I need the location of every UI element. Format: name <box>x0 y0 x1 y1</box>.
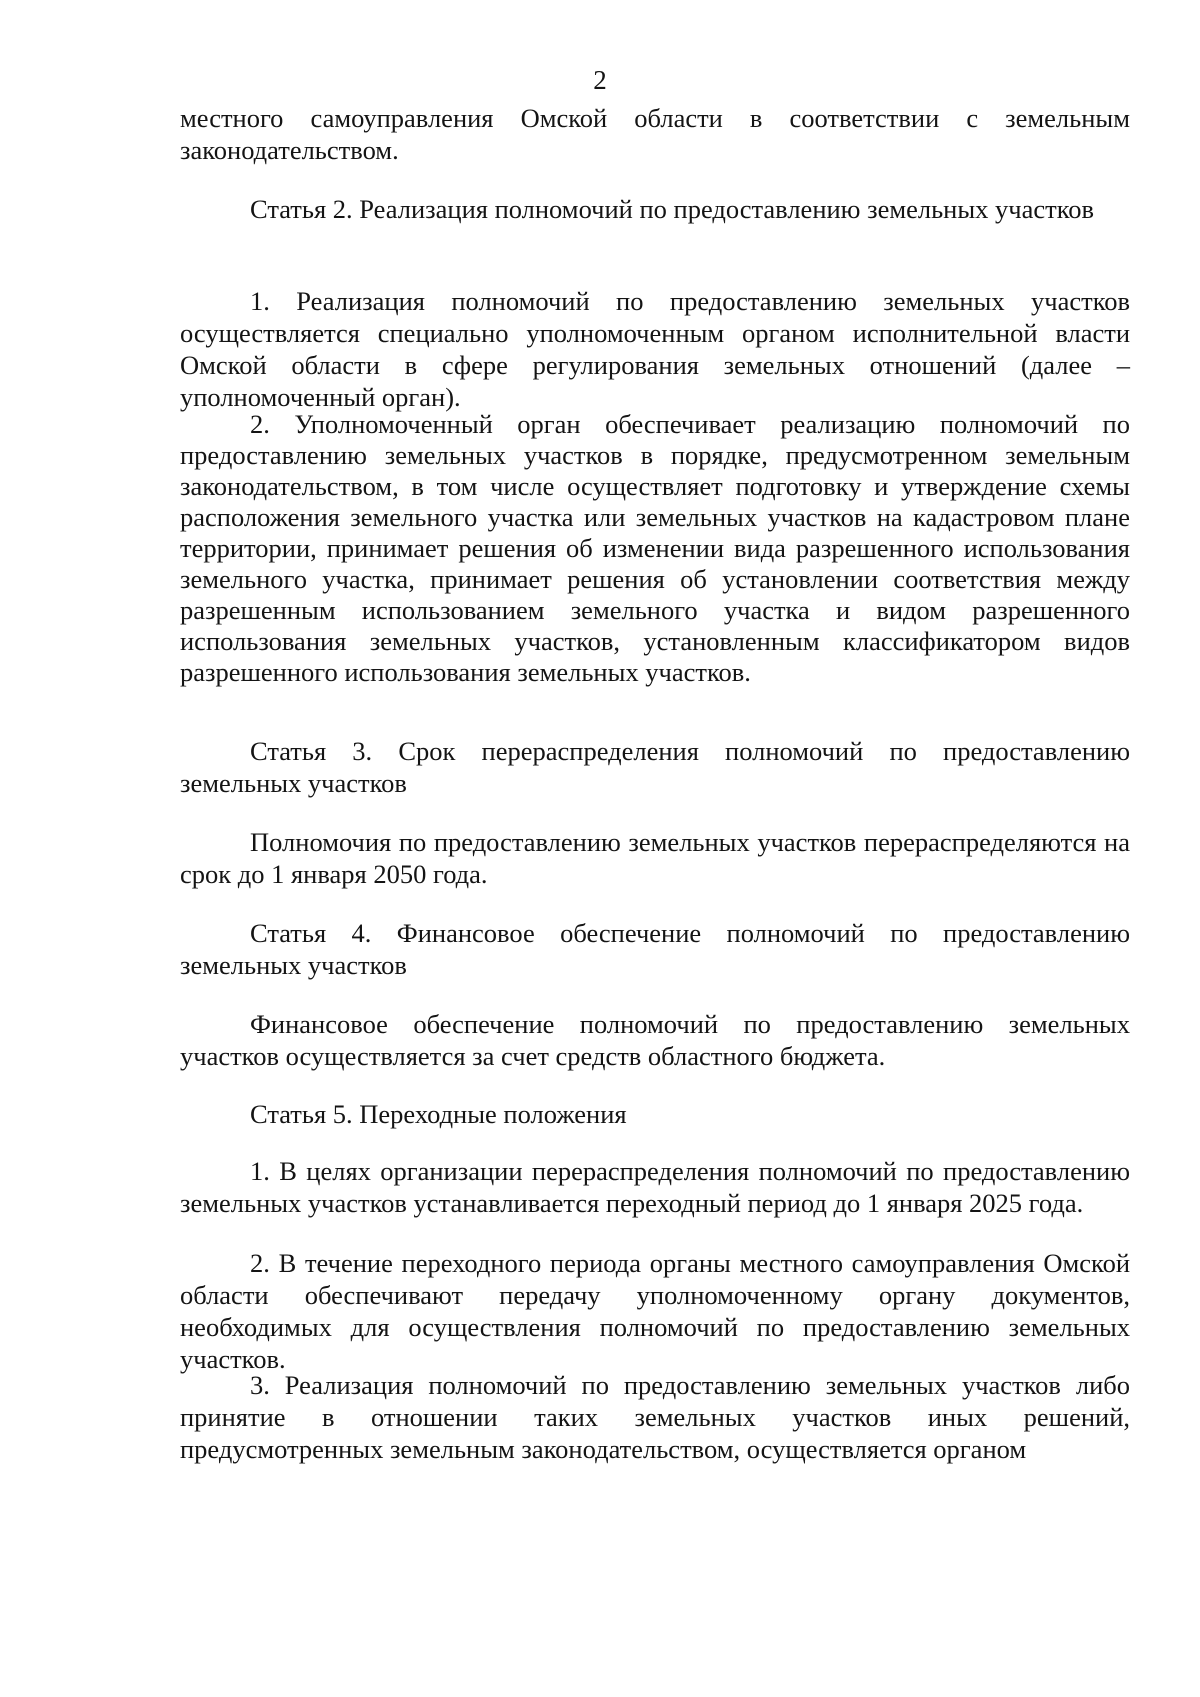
article-2-paragraph-1: 1. Реализация полномочий по предоставлению земельных участков осуществляется специально уполномоченным органом исполнительной власти Омской области в сфере регулирования земельных отношений (далее – уполномоченный орган). <box>180 286 1130 412</box>
article-2-heading: Статья 2. Реализация полномочий по предоставлению земельных участков <box>250 194 1095 224</box>
article-4-paragraph-1: Финансовое обеспечение полномочий по предоставлению земельных участков осуществляется за счет средств областного бюджета. <box>180 1009 1130 1071</box>
article-2-paragraph-2: 2. Уполномоченный орган обеспечивает реализацию полномочий по предоставлению земельных участков в порядке, предусмотренном земельным законодательством, в том числе осуществляет подготовку и утверждение схемы расположения земельного участка или земельных участков на кадастровом плане территории, принимает решения об изменении вида разрешенного использования земельного участка, принимает решения об установлении соответствия между разрешенным использованием земельного участка и видом разрешенного использования земельных участков, установленным классификатором видов разрешенного использования земельных участков. <box>180 409 1130 687</box>
page-number: 2 <box>593 65 607 95</box>
article-5-paragraph-2: 2. В течение переходного периода органы местного самоуправления Омской области обеспечивают передачу уполномоченному органу документов, необходимых для осуществления полномочий по предоставлению земельных участков. <box>180 1248 1130 1374</box>
article-5-paragraph-1: 1. В целях организации перераспределения полномочий по предоставлению земельных участков устанавливается переходный период до 1 января 2025 года. <box>180 1156 1130 1218</box>
article-5-paragraph-3: 3. Реализация полномочий по предоставлению земельных участков либо принятие в отношении таких земельных участков иных решений, предусмотренных земельным законодательством, осуществляется органом <box>180 1370 1130 1464</box>
article-4-heading: Статья 4. Финансовое обеспечение полномочий по предоставлению земельных участков <box>180 918 1130 980</box>
article-3-paragraph-1: Полномочия по предоставлению земельных участков перераспределяются на срок до 1 января 2050 года. <box>180 827 1130 889</box>
article-3-heading: Статья 3. Срок перераспределения полномочий по предоставлению земельных участков <box>180 736 1130 798</box>
article-5-heading: Статья 5. Переходные положения <box>250 1099 627 1129</box>
paragraph-continuation: местного самоуправления Омской области в соответствии с земельным законодательством. <box>180 103 1130 165</box>
